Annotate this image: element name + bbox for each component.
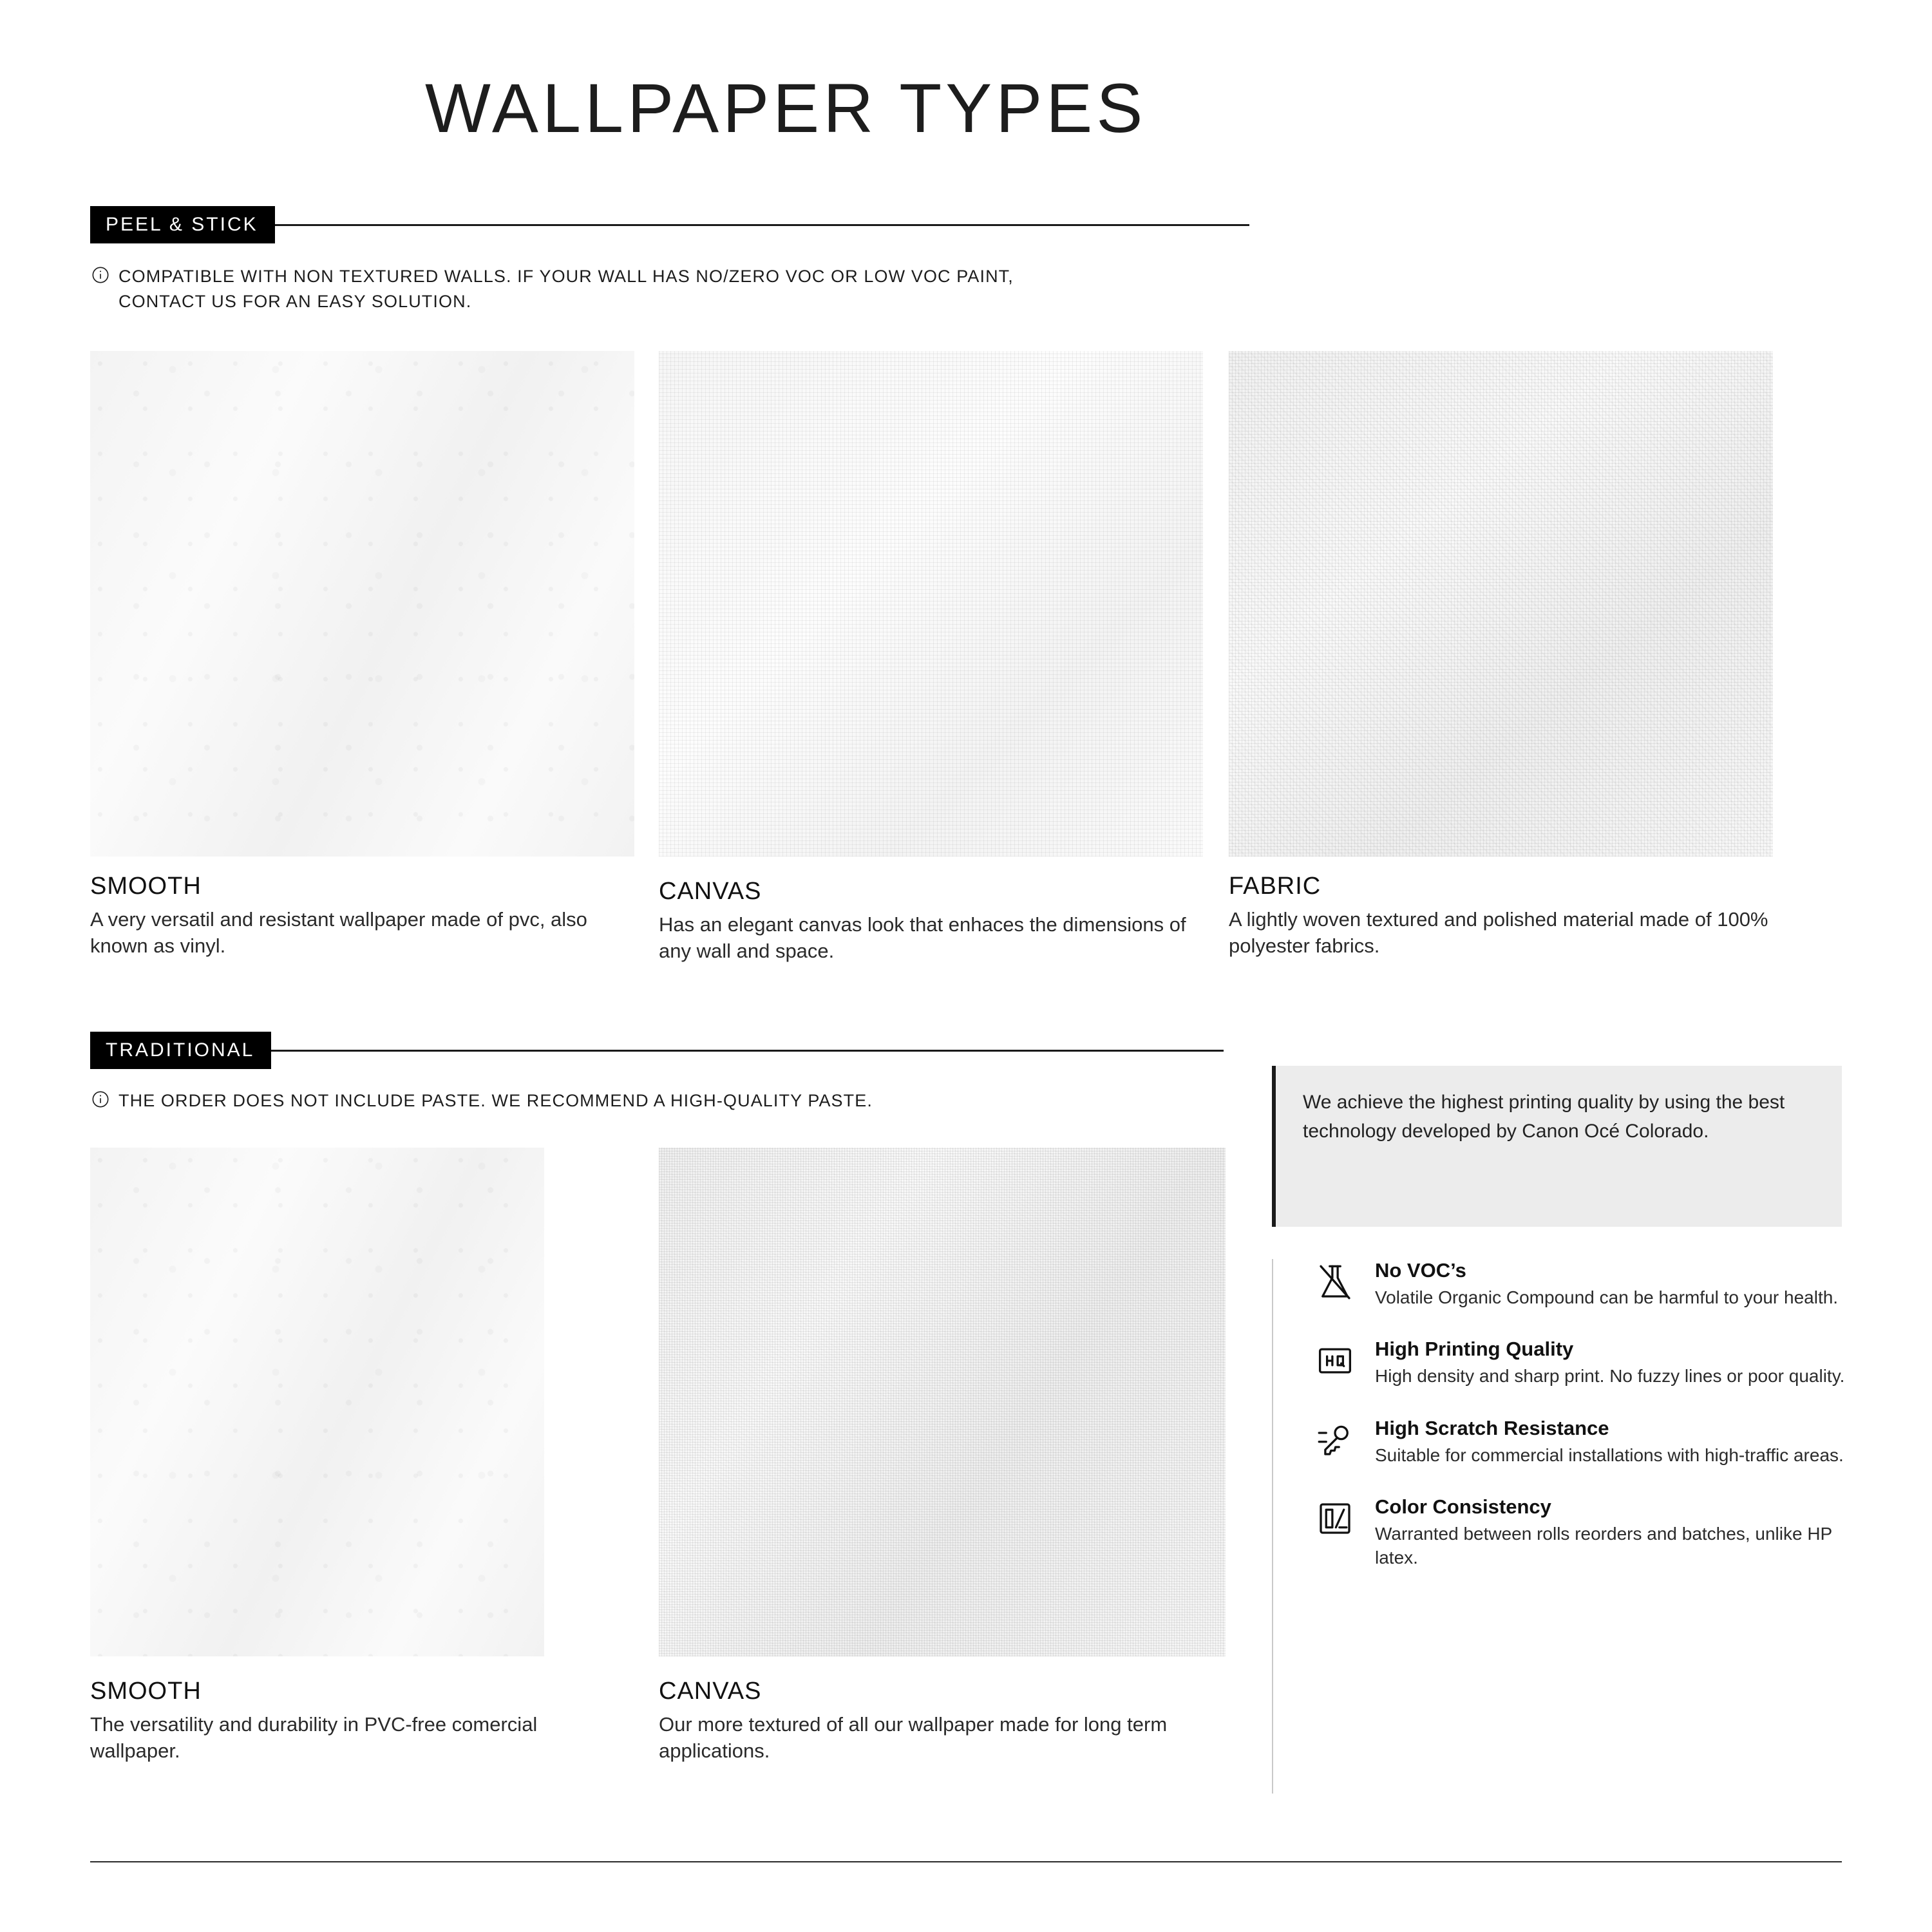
- item-title: SMOOTH: [90, 873, 202, 900]
- info-icon: [91, 1090, 109, 1108]
- fabric-texture-swatch: [1229, 351, 1773, 857]
- page-title: WALLPAPER TYPES: [425, 69, 1147, 147]
- note-traditional: [91, 1088, 1186, 1113]
- section-header-peel-and-stick: [90, 206, 1249, 243]
- swatch-smooth-peel-and-stick[interactable]: [90, 351, 634, 857]
- feature-color-consistency: [1273, 1495, 1852, 1569]
- caption-fabric-peel-and-stick: [1229, 873, 1776, 960]
- caption-smooth-peel-and-stick: [90, 873, 625, 960]
- caption-smooth-traditional: [90, 1678, 605, 1765]
- section-divider: [271, 1050, 1224, 1052]
- item-description: A very versatil and resistant wallpaper made of pvc, also known as vinyl.: [90, 908, 587, 957]
- feature-title: High Printing Quality: [1375, 1338, 1574, 1361]
- no-voc-icon: [1312, 1259, 1358, 1305]
- caption-canvas-traditional: [659, 1678, 1226, 1765]
- swatch-canvas-peel-and-stick[interactable]: [659, 351, 1203, 857]
- section-tag-traditional: TRADITIONAL: [90, 1032, 271, 1069]
- feature-high-printing-quality: [1273, 1338, 1852, 1388]
- feature-description: High density and sharp print. No fuzzy lines or poor quality.: [1375, 1366, 1845, 1387]
- feature-no-voc: [1273, 1259, 1852, 1309]
- smooth-texture-swatch: [90, 1148, 544, 1656]
- note-text: THE ORDER DOES NOT INCLUDE PASTE. WE RECOMMEND A HIGH-QUALITY PASTE.: [118, 1091, 873, 1110]
- feature-title: High Scratch Resistance: [1375, 1416, 1609, 1439]
- canvas-heavy-texture-swatch: [659, 1148, 1226, 1656]
- feature-high-scratch-resistance: [1273, 1417, 1852, 1467]
- feature-list: [1272, 1259, 1852, 1794]
- item-title: CANVAS: [659, 878, 762, 905]
- note-peel-and-stick: [91, 264, 1019, 314]
- feature-description: Volatile Organic Compound can be harmful to your health.: [1375, 1287, 1839, 1307]
- item-title: CANVAS: [659, 1678, 762, 1705]
- feature-description: Warranted between rolls reorders and batches, unlike HP latex.: [1375, 1524, 1832, 1567]
- feature-title: Color Consistency: [1375, 1495, 1551, 1519]
- swatch-canvas-traditional[interactable]: [659, 1148, 1226, 1656]
- item-description: Our more textured of all our wallpaper made for long term applications.: [659, 1713, 1168, 1762]
- hq-icon: [1312, 1338, 1358, 1384]
- info-icon: [91, 266, 109, 284]
- section-header-traditional: [90, 1032, 1224, 1069]
- footer-divider: [90, 1861, 1842, 1862]
- item-title: SMOOTH: [90, 1678, 202, 1705]
- swatch-fabric-peel-and-stick[interactable]: [1229, 351, 1773, 857]
- item-title: FABRIC: [1229, 873, 1321, 900]
- quote-text: We achieve the highest printing quality by using the best technology developed by Canon Océ Colorado.: [1303, 1092, 1785, 1142]
- smooth-texture-swatch: [90, 351, 634, 857]
- note-text: COMPATIBLE WITH NON TEXTURED WALLS. IF YOUR WALL HAS NO/ZERO VOC OR LOW VOC PAINT, CONTACT US FOR AN EASY SOLUTION.: [118, 267, 1014, 312]
- section-tag-peel-and-stick: PEEL & STICK: [90, 206, 275, 243]
- caption-canvas-peel-and-stick: [659, 878, 1206, 965]
- quality-quote-box: [1272, 1066, 1842, 1227]
- item-description: Has an elegant canvas look that enhaces the dimensions of any wall and space.: [659, 913, 1186, 962]
- feature-description: Suitable for commercial installations with high-traffic areas.: [1375, 1444, 1844, 1465]
- feature-title: No VOC’s: [1375, 1259, 1466, 1282]
- item-description: The versatility and durability in PVC-free comercial wallpaper.: [90, 1713, 538, 1762]
- canvas-texture-swatch: [659, 351, 1203, 857]
- swatch-smooth-traditional[interactable]: [90, 1148, 544, 1656]
- color-consistency-icon: [1312, 1495, 1358, 1542]
- scratch-resistance-icon: [1312, 1417, 1358, 1463]
- item-description: A lightly woven textured and polished material made of 100% polyester fabrics.: [1229, 908, 1768, 957]
- section-divider: [275, 224, 1249, 226]
